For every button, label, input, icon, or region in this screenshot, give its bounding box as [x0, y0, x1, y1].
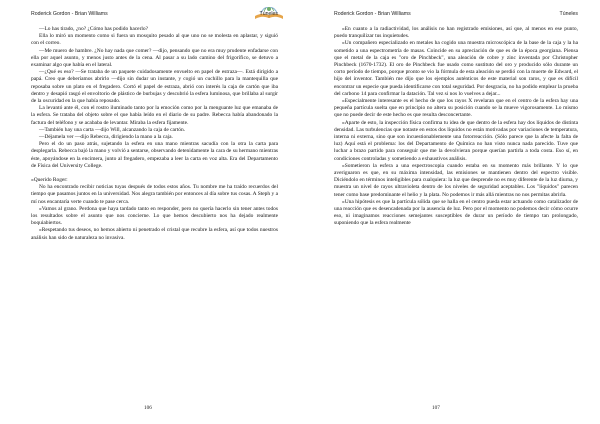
paragraph: —¿Qué es eso? —Se trataba de un paquete cuidadosamente envuelto en papel de estraza—. Está dirigido a papá. Creo que deberíamos abrirlo —dijo sin dudar un instante, y cogió un cuchillo para la mantequilla que reposaba sobre un plato en el fregadero. Cortó el papel de estraza, abrió con interés la caja de cartón que iba dentro y desapió rasgó el envoltorio de plástico de burbujas y descubrió la esfera luminosa, que brillaba al surgir de la oscuridad en la que había reposado. — [31, 69, 278, 105]
header-title: Túneles — [259, 11, 278, 17]
letter-paragraph: »Respetando tus deseos, no hemos abierto ni penetrado el cristal que recubre la esfera, así que todos nuestros análisis han sido de naturaleza no invasiva. — [31, 227, 278, 241]
paragraph: —Déjamela ver —dijo Rebecca, dirigiendo la mano a la caja. — [39, 134, 173, 141]
paragraph: »En cuanto a la radiactividad, los análisis no han registrado emisiones, así que, al menos en ese punto, puedo tranquilizar tus inquietudes. — [334, 26, 578, 40]
paragraph: —Lo has tirado, ¿no? ¿Cómo has podido hacerlo? — [39, 26, 149, 32]
paragraph: —Me muero de hambre. ¿No hay nada que comer? —dijo, pensando que no era muy prudente enfadarse con ella por aquel asunto, y menos justo antes de la cena. Al pasar a su lado camino del frigorífico, se detuvo a examinar algo que había en el lateral. — [31, 47, 278, 69]
header-author: Roderick Gordon - Brian Williams — [334, 11, 411, 17]
page-number: 107 — [432, 405, 440, 411]
paragraph: »Sometieron la esfera a una espectroscopia cuando estaba en su momento más brillante. Y lo que averiguaron es que, en su máxima intensidad, las emisiones se mantienen dentro del espectro visible. Diciéndolo en términos inteligibles para cualquiera: la luz que desprende no es muy diferente de la luz diurna, y muestra un nivel de rayos ultravioleta dentro de los niveles de seguridad aceptables. Los "líquidos" parecen tener como base predominante el helio y la plata. No podemos ir más allá mientras no nos permitas abrirla. — [334, 162, 578, 198]
paragraph: Ella lo miró un momento como si fuera un mosquito pesado al que uno no se molesta en aplastar, y siguió con el correo. — [31, 33, 278, 47]
right-page-text — [334, 26, 578, 400]
left-page-text — [31, 26, 278, 400]
letter-paragraph: No ha encontrado recibir noticias tuyas después de todos estos años. Tu nombre me ha traído recuerdos del tiempo que pasamos juntos en la universidad. Nos alegra también por entonces al día sobre tus cosas. A Steph y a mí nos encantaría verte cuando te pase cerca. — [31, 184, 278, 205]
paragraph: »Un compañero especializado en metales ha cogido una muestra microscópica de la base de la caja y la ha sometido a una espectrometría de masas. Coincide en su apreciación de que es de la época georgiana. Piensa que el metal de la caja es "oro de Pinchbeck", una aleación de cobre y zinc inventada por Christopher Pinchbeck (1670-1732). El oro de Pinchbeck fue usado como sustituto del oro y producido sólo durante un corto período de tiempo, porque pronto se vio la fórmula de esta aleación se perdió con la muerte de Edward, el hijo del inventor. También me dijo que los ejemplos auténticos de este material son raros, y que es difícil encontrar un especie que pueda identificarse con total seguridad. Por desgracia, no ha podido emplear la prueba del carbono 14 para confirmar la datación. Tal vez si nos lo vuelves a dejar... — [334, 40, 578, 97]
paragraph: »Una hipótesis es que la partícula sólida que se halla en el centro pueda estar actuando como catalizador de una reacción que es desencadenada por la ausencia de luz. Pero por el momento no podemos decir cómo ocurre eso, ni imaginamos reacciones semejantes susceptibles de durar un período de tiempo tan prolongado, suponiendo que la esfera realmente — [334, 198, 578, 227]
header-author: Roderick Gordon - Brian Williams — [31, 11, 108, 17]
right-page — [300, 0, 600, 424]
paragraph: »Aparte de esto, la inspección física confirma tu idea de que dentro de la esfera hay dos líquidos de distinta densidad. Las turbulencias que notaste en estos dos líquidos no están motivadas por variaciones de temperatura, interna ni externa, sino que son incuestionablemente una fotorreacción. (Sólo parece que la afecte la falta de luz) Aquí está el problema: los del Departamento de Química no han visto nunca nada parecido. Tuve que luchar a brazo partido para conseguir que me la devolvieran porque querían partirla a toda costa. Eso sí, en condiciones controladas y sometiendo a exhaustivos análisis. — [334, 119, 578, 162]
header-title: Túneles — [559, 11, 578, 17]
letter-block — [31, 177, 278, 242]
paragraph: La levantó ante él, con el rostro iluminado tanto por la emoción como por la menguante luz que emanaba de la esfera. Se trataba del objeto sobre el que había leído en el diario de su padre. Rebecca había abandonado la factura del teléfono y se acababa de levantar. Miraba la esfera fijamente. — [31, 105, 278, 126]
paragraph: Pero el do un paso atrás, sujetando la esfera en una mano mientras sacudía con la otra la carta para desplegarla. Rebecca bajó la mano y volvió a sentarse, observando detenidamente la cara de su hermano mientras éste, apoyándose en la encimera, junto al fregadero, empezaba a leer la carta en voz alta. Era del Departamento de Física del University College. — [31, 141, 278, 169]
page-number: 106 — [144, 405, 152, 411]
letter-salutation: «Querido Roger: — [31, 177, 68, 184]
paragraph: —También hay una carta —dijo Will, alcanzando la caja de cartón. — [39, 126, 186, 133]
paragraph: »Especialmente interesante es el hecho de que los rayos X revelaran que en el centro de la esfera hay una pequeña partícula suelta que en principio no altera su posición cuando se la mueve vigorosamente. Lo mismo que no puede decir de este hecho es que resulta desconcertante. — [334, 98, 578, 119]
letter-paragraph: »Vamos al grano. Perdona que haya tardado tanto en responder, pero no quería hacerlo sin tener antes todos los resultados sobre el asunto que nos concierne. Lo que hemos descubierto nos ha dejado realmente boquiabiertos. — [31, 205, 278, 227]
